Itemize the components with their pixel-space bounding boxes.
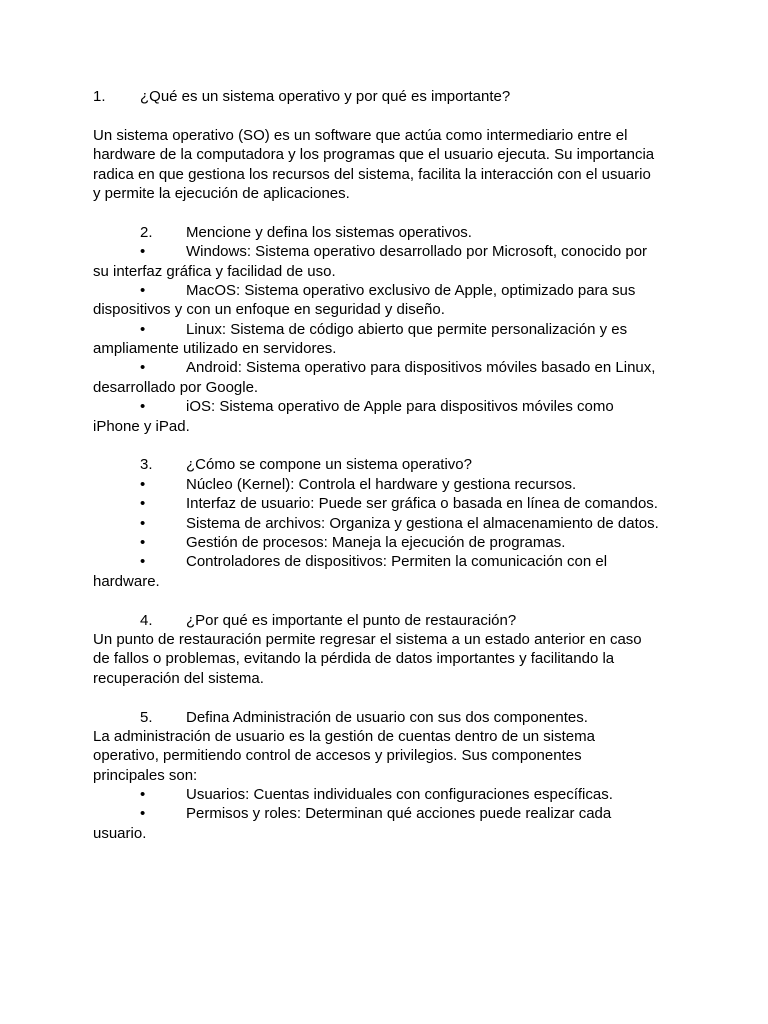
bullet: • [140, 281, 146, 299]
list-item [93, 494, 683, 513]
list-item-continuation: usuario. [93, 824, 147, 842]
list-item-text: iOS: Sistema operativo de Apple para dispositivos móviles como [186, 398, 614, 416]
question-4-number: 4. [140, 611, 153, 629]
bullet: • [140, 320, 146, 338]
bullet: • [140, 359, 146, 377]
bullet: • [140, 243, 146, 261]
answer-5-line: La administración de usuario es la gestión de cuentas dentro de un sistema [93, 727, 595, 745]
list-item-text: Controladores de dispositivos: Permiten la comunicación con el [186, 553, 608, 571]
list-item-text: Permisos y roles: Determinan qué acciones puede realizar cada [186, 805, 612, 823]
list-item [93, 804, 683, 843]
question-1 [93, 87, 683, 106]
document-content [93, 87, 683, 843]
answer-1 [93, 126, 683, 204]
list-item-text: Usuarios: Cuentas individuales con configuraciones específicas. [186, 786, 613, 804]
bullet: • [140, 475, 146, 493]
list-item-text: Windows: Sistema operativo desarrollado por Microsoft, conocido por [186, 243, 648, 261]
list-item-text: Núcleo (Kernel): Controla el hardware y gestiona recursos. [186, 475, 577, 493]
question-2-number: 2. [140, 223, 153, 241]
list-item-text: Android: Sistema operativo para dispositivos móviles basado en Linux, [186, 359, 656, 377]
bullet: • [140, 398, 146, 416]
spacer [93, 591, 683, 610]
question-5 [93, 708, 683, 727]
answer-4-line: de fallos o problemas, evitando la pérdida de datos importantes y facilitando la [93, 650, 615, 668]
list-item [93, 358, 683, 397]
question-1-text: ¿Qué es un sistema operativo y por qué es importante? [140, 88, 511, 105]
list-item [93, 281, 683, 320]
bullet: • [140, 553, 146, 571]
answer-5-line: principales son: [93, 766, 198, 784]
question-3-number: 3. [140, 456, 153, 474]
list-item-continuation: dispositivos y con un enfoque en seguridad y diseño. [93, 301, 445, 319]
list-item [93, 514, 683, 533]
bullet: • [140, 805, 146, 823]
bullet: • [140, 495, 146, 513]
list-item-continuation: hardware. [93, 572, 160, 590]
question-3 [93, 455, 683, 474]
answer-1-line: Un sistema operativo (SO) es un software que actúa como intermediario entre el [93, 126, 628, 144]
list-item-continuation: iPhone y iPad. [93, 417, 190, 435]
list-item [93, 242, 683, 281]
question-1-number: 1. [93, 88, 106, 105]
list-item [93, 785, 683, 804]
question-2-text: Mencione y defina los sistemas operativos. [186, 223, 472, 241]
question-5-text: Defina Administración de usuario con sus dos componentes. [186, 708, 588, 726]
answer-1-line: y permite la ejecución de aplicaciones. [93, 184, 350, 202]
spacer [93, 436, 683, 455]
list-item-text: Linux: Sistema de código abierto que permite personalización y es [186, 320, 628, 338]
question-3-text: ¿Cómo se compone un sistema operativo? [186, 456, 472, 474]
answer-1-line: radica en que gestiona los recursos del sistema, facilita la interacción con el usuario [93, 165, 651, 183]
list-item [93, 533, 683, 552]
list-item-continuation: ampliamente utilizado en servidores. [93, 340, 337, 358]
spacer [93, 203, 683, 222]
answer-5 [93, 727, 683, 785]
list-item-text: Gestión de procesos: Maneja la ejecución de programas. [186, 533, 566, 551]
answer-1-line: hardware de la computadora y los programas que el usuario ejecuta. Su importancia [93, 146, 655, 164]
answer-4-line: Un punto de restauración permite regresar el sistema a un estado anterior en caso [93, 630, 642, 648]
question-2 [93, 223, 683, 242]
question-4 [93, 611, 683, 630]
list-item [93, 397, 683, 436]
question-4-text: ¿Por qué es importante el punto de restauración? [186, 611, 517, 629]
list-item [93, 552, 683, 591]
question-5-number: 5. [140, 708, 153, 726]
list-item-continuation: desarrollado por Google. [93, 378, 259, 396]
answer-4 [93, 630, 683, 688]
spacer [93, 688, 683, 707]
list-item-text: MacOS: Sistema operativo exclusivo de Apple, optimizado para sus [186, 281, 636, 299]
bullet: • [140, 533, 146, 551]
bullet: • [140, 786, 146, 804]
list-item [93, 475, 683, 494]
list-item-continuation: su interfaz gráfica y facilidad de uso. [93, 262, 336, 280]
bullet: • [140, 514, 146, 532]
list-item-text: Interfaz de usuario: Puede ser gráfica o basada en línea de comandos. [186, 495, 658, 513]
list-item-text: Sistema de archivos: Organiza y gestiona el almacenamiento de datos. [186, 514, 659, 532]
answer-5-line: operativo, permitiendo control de accesos y privilegios. Sus componentes [93, 747, 582, 765]
answer-4-line: recuperación del sistema. [93, 669, 264, 687]
spacer [93, 106, 683, 125]
list-item [93, 320, 683, 359]
